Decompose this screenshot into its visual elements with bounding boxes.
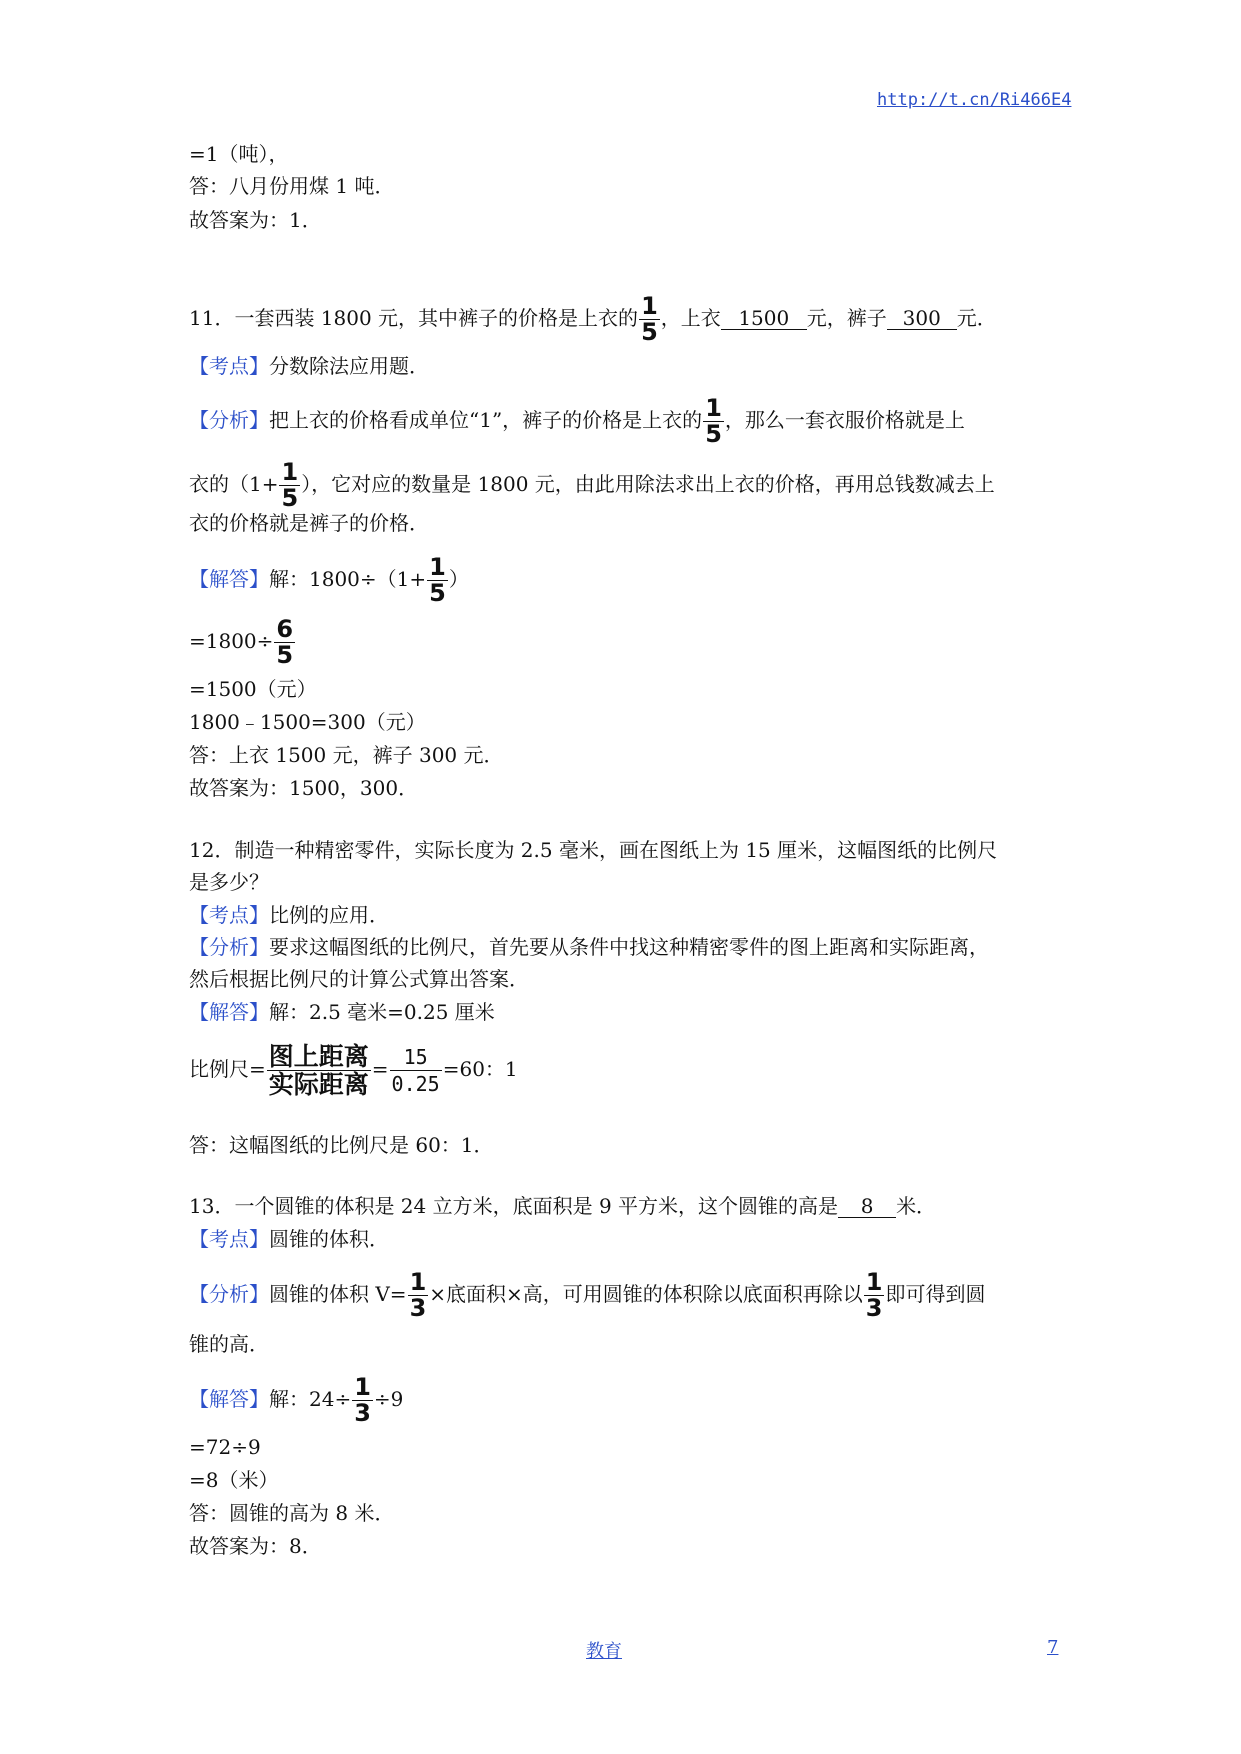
carry-line-2: 答：八月份用煤 1 吨．	[189, 174, 395, 198]
frac-numerator: 图上距离	[268, 1042, 369, 1071]
q12-word-fraction	[267, 1043, 371, 1098]
fenxi-tag: 【分析】	[189, 935, 269, 959]
q11-kaodian-text: 分数除法应用题．	[269, 354, 429, 378]
q11-fenxi-fraction	[703, 396, 724, 447]
frac-denominator: 0.25	[391, 1072, 440, 1096]
q12-formula	[189, 1043, 518, 1098]
q13-step-2: =8（米）	[189, 1468, 279, 1492]
q11-fenxi-line-3: 衣的价格就是裤子的价格．	[189, 511, 429, 535]
q12-jieda-text: 解：2.5 毫米=0.25 厘米	[269, 1000, 495, 1024]
q12-jieda	[189, 999, 495, 1025]
frac-denominator: 5	[276, 641, 294, 669]
q11-jieda-fraction	[427, 555, 448, 606]
q11-fenxi-line-1	[189, 396, 965, 447]
q13-fenxi-line-2: 锥的高．	[189, 1332, 269, 1356]
q13-fenxi-a: 圆锥的体积 V=	[269, 1282, 407, 1306]
q12-kaodian-text: 比例的应用．	[269, 903, 389, 927]
q11-step1-text: =1800÷	[189, 629, 274, 653]
frac-denominator: 5	[641, 318, 658, 346]
q12-fenxi-line-1	[189, 934, 989, 960]
frac-denominator: 5	[281, 484, 299, 512]
q12-formula-eq: =	[371, 1057, 389, 1081]
q13-blank: 8	[838, 1195, 896, 1218]
q13-fenxi-line-1	[189, 1270, 985, 1321]
q12-kaodian	[189, 902, 389, 928]
kaodian-tag: 【考点】	[189, 903, 269, 927]
q13-final: 故答案为：8．	[189, 1534, 322, 1558]
q11-fenxi-line-2	[189, 460, 995, 511]
frac-denominator: 实际距离	[268, 1070, 369, 1099]
header-url-link[interactable]: http://t.cn/Ri466E4	[877, 90, 1072, 110]
frac-numerator: 1	[641, 292, 658, 320]
q13-jieda-a: 解：24÷	[269, 1387, 352, 1411]
jieda-tag: 【解答】	[189, 567, 269, 591]
q13-stem	[189, 1193, 936, 1219]
q13-step-1: =72÷9	[189, 1435, 261, 1459]
q13-fenxi-fraction	[408, 1270, 429, 1321]
q11-step-1	[189, 617, 296, 668]
q11-blank-1: 1500	[721, 307, 807, 330]
q13-jieda	[189, 1375, 403, 1426]
frac-numerator: 15	[403, 1045, 428, 1069]
frac-numerator: 1	[409, 1268, 427, 1296]
q13-jieda-fraction	[352, 1375, 373, 1426]
jieda-tag: 【解答】	[189, 1000, 269, 1024]
footer-center-link[interactable]: 教育	[586, 1641, 622, 1662]
q12-fenxi-line-2: 然后根据比例尺的计算公式算出答案．	[189, 967, 529, 991]
q11-final: 故答案为：1500，300．	[189, 776, 419, 800]
q11-step1-fraction	[274, 617, 295, 668]
q12-stem-line-1: 12．制造一种精密零件，实际长度为 2.5 毫米，画在图纸上为 15 厘米，这幅图纸的比例尺	[189, 838, 998, 862]
q13-answer: 答：圆锥的高为 8 米．	[189, 1501, 395, 1525]
q11-stem-d: 元．	[956, 306, 997, 330]
carry-line-1: =1（吨），	[189, 142, 289, 166]
frac-denominator: 3	[865, 1294, 883, 1322]
frac-numerator: 1	[281, 458, 299, 486]
q12-number-fraction	[390, 1044, 442, 1097]
q11-fraction	[639, 294, 660, 345]
q11-jieda	[189, 555, 469, 606]
q11-stem-c: 元，裤子	[806, 306, 887, 330]
frac-numerator: 1	[354, 1373, 371, 1401]
frac-numerator: 1	[429, 553, 446, 581]
page-number: 7	[1047, 1637, 1059, 1658]
frac-numerator: 1	[705, 394, 722, 422]
q13-jieda-b: ÷9	[373, 1387, 404, 1411]
frac-denominator: 5	[705, 420, 722, 448]
q11-kaodian	[189, 353, 429, 379]
q12-answer: 答：这幅图纸的比例尺是 60：1．	[189, 1133, 494, 1157]
q11-blank-2: 300	[887, 307, 957, 330]
q11-fenxi-fraction-2	[279, 460, 300, 511]
q13-kaodian-text: 圆锥的体积．	[269, 1227, 389, 1251]
fenxi-tag: 【分析】	[189, 1282, 269, 1306]
q13-fenxi-fraction-2	[864, 1270, 885, 1321]
q11-jieda-a: 解：1800÷（1+	[269, 567, 427, 591]
q11-fenxi-c: 衣的（1+	[189, 472, 279, 496]
frac-numerator: 1	[865, 1268, 883, 1296]
kaodian-tag: 【考点】	[189, 354, 269, 378]
carry-line-3: 故答案为：1．	[189, 208, 322, 232]
q13-fenxi-c: 即可得到圆	[885, 1282, 986, 1306]
q12-formula-a: 比例尺=	[189, 1057, 266, 1081]
q13-fenxi-b: ×底面积×高，可用圆锥的体积除以底面积再除以	[429, 1282, 863, 1306]
jieda-tag: 【解答】	[189, 1387, 269, 1411]
q13-kaodian	[189, 1226, 389, 1252]
frac-denominator: 3	[354, 1399, 371, 1427]
q12-fenxi-a: 要求这幅图纸的比例尺，首先要从条件中找这种精密零件的图上距离和实际距离，	[269, 935, 989, 959]
q11-step-2: =1500（元）	[189, 677, 317, 701]
frac-denominator: 5	[429, 579, 446, 607]
frac-numerator: 6	[276, 615, 294, 643]
q11-fenxi-a: 把上衣的价格看成单位“1”，裤子的价格是上衣的	[269, 408, 703, 432]
q11-answer: 答：上衣 1500 元，裤子 300 元．	[189, 743, 504, 767]
q11-fenxi-b: ，那么一套衣服价格就是上	[724, 408, 965, 432]
q12-formula-b: =60：1	[442, 1057, 518, 1081]
q12-stem-line-2: 是多少？	[189, 870, 269, 894]
q13-stem-b: 米．	[896, 1194, 937, 1218]
q11-stem-a: 11．一套西装 1800 元，其中裤子的价格是上衣的	[189, 306, 639, 330]
q11-jieda-b: ）	[448, 567, 469, 591]
frac-denominator: 3	[409, 1294, 427, 1322]
kaodian-tag: 【考点】	[189, 1227, 269, 1251]
q13-stem-a: 13．一个圆锥的体积是 24 立方米，底面积是 9 平方米，这个圆锥的高是	[189, 1194, 839, 1218]
q11-step-3: 1800﹣1500=300（元）	[189, 710, 426, 734]
fenxi-tag: 【分析】	[189, 408, 269, 432]
q11-stem-b: ，上衣	[660, 306, 721, 330]
q11-fenxi-d: ），它对应的数量是 1800 元，由此用除法求出上衣的价格，再用总钱数减去上	[301, 472, 995, 496]
q11-stem	[189, 294, 997, 345]
